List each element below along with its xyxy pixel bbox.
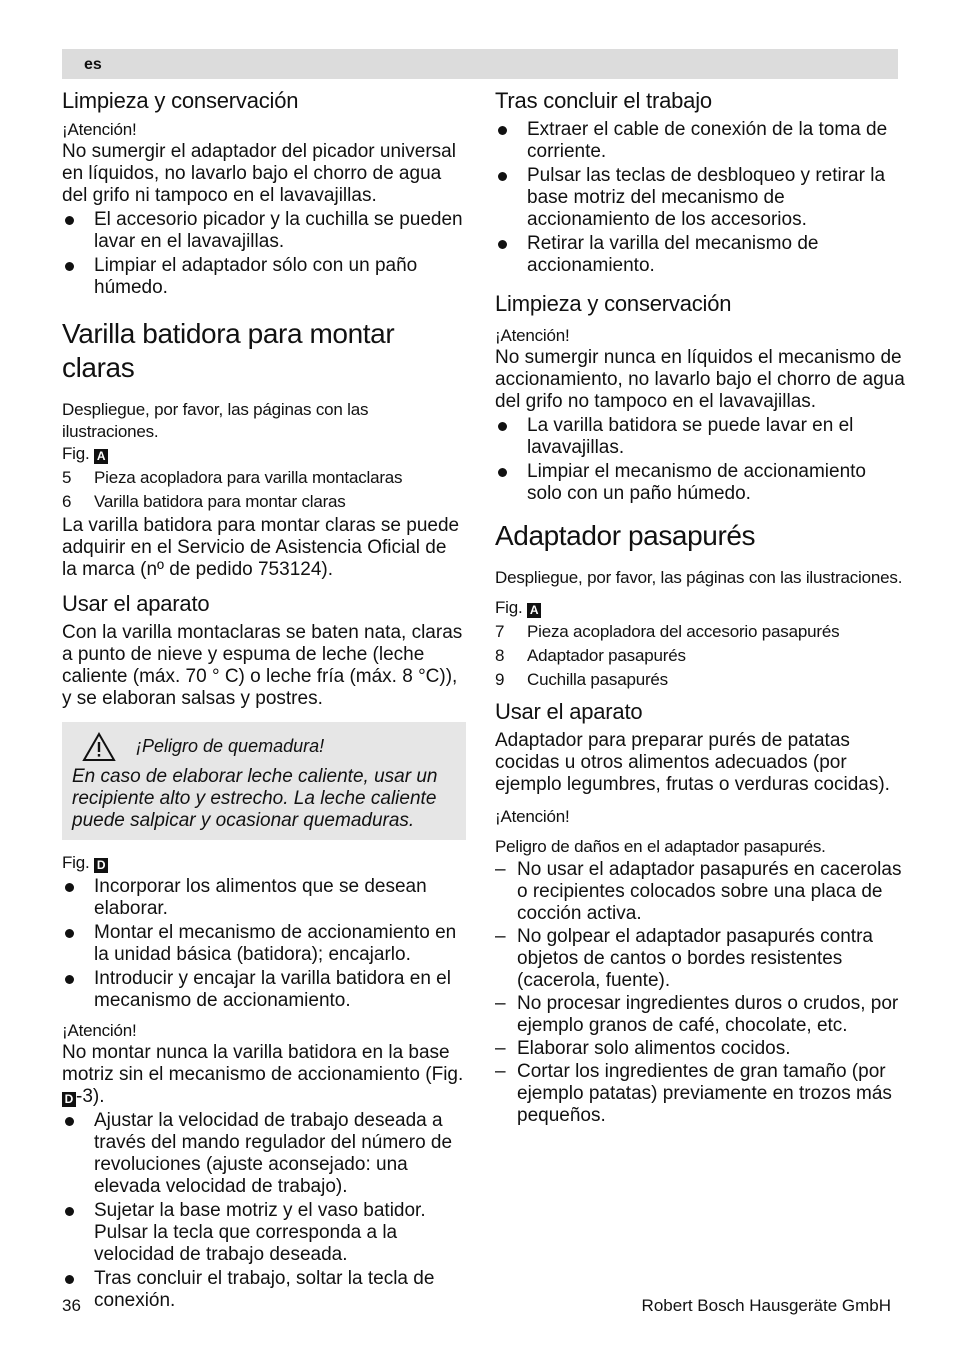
attention-text: No montar nunca la varilla batidora en la base motriz sin el mecanismo de accionamiento (Fig. D -3). (62, 1042, 464, 1107)
warning-text: En caso de elaborar leche caliente, usar un recipiente alto y estrecho. La leche caliente puede salpicar y ocasionar quemaduras. (72, 766, 438, 831)
language-bar (62, 49, 898, 79)
after-work-bullets (495, 119, 905, 277)
attention-label: ¡Atención! (495, 807, 570, 826)
danger-note: Peligro de daños en el adaptador pasapurés. (495, 837, 826, 856)
list-item: – Elaborar solo alimentos cocidos. (495, 1038, 905, 1060)
company-name: Robert Bosch Hausgeräte GmbH (641, 1296, 891, 1315)
left-column (62, 88, 466, 1312)
list-item: El accesorio picador y la cuchilla se pueden lavar en el lavavajillas. (62, 209, 466, 253)
list-item: – No usar el adaptador pasapurés en cacerolas o recipientes colocados sobre una placa de cocción activa. (495, 859, 905, 925)
cleaning-text: No sumergir nunca en líquidos el mecanismo de accionamiento, no lavarlo bajo el chorro de agua del grifo no tampoco en el lavavajillas. (495, 347, 905, 412)
section-title-whisk: Varilla batidora para montar claras (62, 318, 395, 383)
section-title-cleaning: Limpieza y conservación (62, 88, 299, 113)
attention-label: ¡Atención! (62, 120, 137, 139)
figure-letter-icon: D (94, 858, 108, 873)
language-code: es (84, 56, 102, 73)
usage-text: Adaptador para preparar purés de patatas cocidas u otros alimentos adecuados (por ejemplo legumbres, frutas o verduras cocidas). (495, 730, 890, 795)
cleaning-bullets (495, 415, 905, 505)
list-item: Retirar la varilla del mecanismo de accionamiento. (495, 233, 905, 277)
figure-label: Fig. (62, 444, 90, 463)
figure-letter-icon: D (62, 1092, 76, 1107)
section-title-usage: Usar el aparato (495, 699, 643, 724)
warning-triangle-icon (82, 732, 116, 762)
figure-ref (495, 597, 905, 619)
figure-ref (62, 443, 466, 465)
list-item: La varilla batidora se puede lavar en el lavavajillas. (495, 415, 905, 459)
figure-letter-icon: A (527, 603, 541, 618)
right-column (495, 88, 905, 1127)
list-item: Tras concluir el trabajo, soltar la tecla de conexión. (62, 1268, 466, 1312)
list-item: 5 Pieza acopladora para varilla montaclaras (62, 468, 403, 487)
unfold-note: Despliegue, por favor, las páginas con las ilustraciones. (495, 568, 903, 587)
figure-ref (62, 852, 466, 874)
page-number: 36 (62, 1296, 81, 1315)
list-item: – No golpear el adaptador pasapurés contra objetos de cantos o bordes resistentes (cacerola, fuente). (495, 926, 905, 992)
list-item: Ajustar la velocidad de trabajo deseada a través del mando regulador del número de revoluciones (ajuste aconsejado: una elevada velocidad de trabajo). (62, 1110, 466, 1198)
cleaning-bullets (62, 209, 466, 299)
warning-title: ¡Peligro de quemadura! (136, 736, 325, 756)
list-item: – Cortar los ingredientes de gran tamaño (por ejemplo patatas) previamente en trozos más pequeños. (495, 1061, 905, 1127)
section-title-after-work: Tras concluir el trabajo (495, 88, 712, 113)
figure-label: Fig. (495, 598, 523, 617)
list-item: – No procesar ingredientes duros o crudos, por ejemplo granos de café, chocolate, etc. (495, 993, 905, 1037)
warning-box (62, 722, 466, 840)
parts-list (62, 467, 466, 513)
parts-list (495, 621, 905, 691)
masher-warnings (495, 859, 905, 1127)
figure-label: Fig. (62, 853, 90, 872)
usage-bullets-2 (62, 1110, 466, 1312)
usage-text: Con la varilla montaclaras se baten nata, claras a punto de nieve y espuma de leche (leche caliente (máx. 70 ° C) o leche fría (máx. 8 °C)), y se elaboran salsas y postres. (62, 622, 463, 709)
list-item: Montar el mecanismo de accionamiento en la unidad básica (batidora); encajarlo. (62, 922, 466, 966)
usage-bullets (62, 876, 466, 1012)
list-item: Limpiar el adaptador sólo con un paño húmedo. (62, 255, 466, 299)
cleaning-text: No sumergir el adaptador del picador universal en líquidos, no lavarlo bajo el chorro de agua del grifo ni tampoco en el lavavajillas. (62, 141, 456, 206)
list-item: Sujetar la base motriz y el vaso batidor. Pulsar la tecla que corresponda a la velocidad de trabajo deseada. (62, 1200, 466, 1266)
list-item: Introducir y encajar la varilla batidora en el mecanismo de accionamiento. (62, 968, 466, 1012)
whisk-info-text: La varilla batidora para montar claras se puede adquirir en el Servicio de Asistencia Oficial de la marca (nº de pedido 753124). (62, 515, 460, 580)
list-item: 8 Adaptador pasapurés (495, 646, 686, 665)
attention-label: ¡Atención! (495, 326, 570, 345)
section-title-cleaning: Limpieza y conservación (495, 291, 732, 316)
list-item: 6 Varilla batidora para montar claras (62, 492, 346, 511)
attention-label: ¡Atención! (62, 1021, 137, 1040)
unfold-note: Despliegue, por favor, las páginas con las ilustraciones. (62, 400, 369, 441)
list-item: Extraer el cable de conexión de la toma de corriente. (495, 119, 905, 163)
figure-letter-icon: A (94, 449, 108, 464)
list-item: Pulsar las teclas de desbloqueo y retirar la base motriz del mecanismo de accionamiento de los accesorios. (495, 165, 905, 231)
list-item: Limpiar el mecanismo de accionamiento solo con un paño húmedo. (495, 461, 905, 505)
list-item: 9 Cuchilla pasapurés (495, 670, 668, 689)
section-title-masher: Adaptador pasapurés (495, 520, 756, 551)
section-title-usage: Usar el aparato (62, 591, 210, 616)
list-item: Incorporar los alimentos que se desean elaborar. (62, 876, 466, 920)
list-item: 7 Pieza acopladora del accesorio pasapurés (495, 622, 840, 641)
